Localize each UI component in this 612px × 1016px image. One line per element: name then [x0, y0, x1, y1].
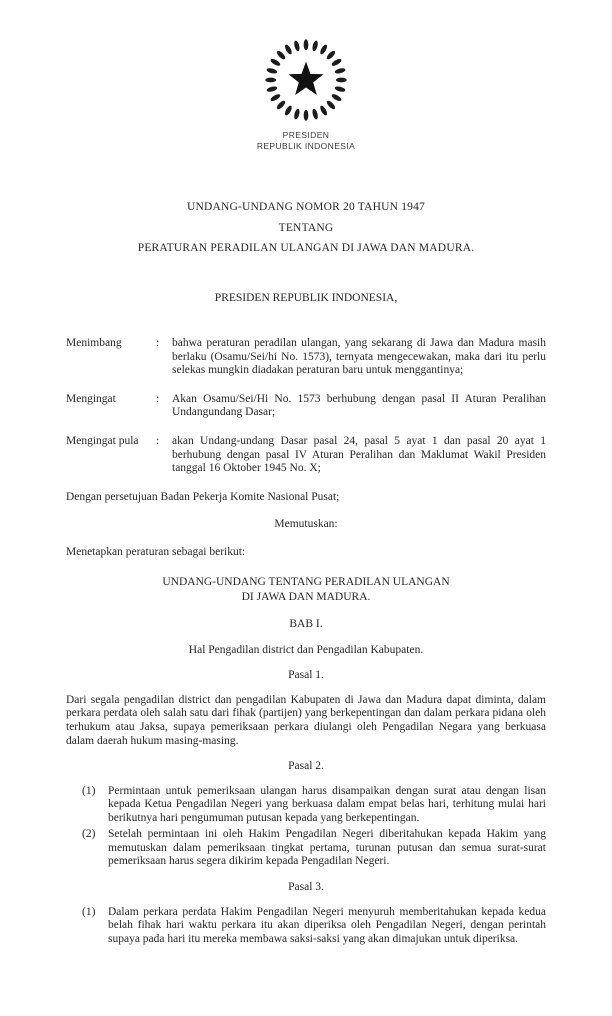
- article-heading-pasal-1: Pasal 1.: [288, 669, 324, 682]
- article-heading-pasal-3: Pasal 3.: [288, 881, 324, 893]
- presidential-emblem-icon: [264, 38, 348, 122]
- article-heading-pasal-2: Pasal 2.: [288, 760, 324, 773]
- chapter-heading: BAB I.: [289, 618, 323, 631]
- paragraph-text: Dalam perkara perdata Hakim Pengadilan Negeri menyuruh memberitahukan kepada kedua belah fihak hari waktu perkara itu akan diperiksa oleh Pengadilan Negeri, dengan perintah supaya pada hari itu mereka membawa saksi-saksi yang akan dimajukan untuk diperiksa.: [108, 905, 546, 945]
- consideration-label: Mengingat: [66, 392, 116, 405]
- consideration-row-mengingat-pula: [66, 435, 546, 476]
- numbered-paragraph: [66, 785, 546, 826]
- article-pasal-2-items: [66, 785, 546, 869]
- enacting-text: Menetapkan peraturan sebagai berikut:: [66, 545, 246, 558]
- paragraph-number: (1): [82, 784, 96, 797]
- paragraph-number: (2): [82, 828, 96, 841]
- paragraph-text: Permintaan untuk pemeriksaan ulangan harus disampaikan dengan surat atau dengan lisan kepada Ketua Pengadilan Negeri yang berkuasa dalam empat belas hari, terhitung mulai hari berikutnya hari pengumuman putusan kepada yang berkepentingan.: [108, 784, 546, 824]
- chapter-subtitle: Hal Pengadilan district dan Pengadilan Kabupaten.: [188, 643, 424, 656]
- consideration-colon: :: [156, 435, 160, 447]
- act-title-line2: DI JAWA DAN MADURA.: [241, 590, 371, 603]
- letterhead: [66, 38, 546, 153]
- paragraph-text: Setelah permintaan ini oleh Hakim Pengadilan Negeri diberitahukan kepada Hakim yang memutuskan dalam pemeriksaan tingkat pertama, turunan putusan dan semua surat-surat pemeriksaan harus segera dikirim kepada Pengadilan Negeri.: [108, 828, 546, 868]
- consideration-label: Menimbang: [66, 337, 122, 350]
- consideration-row-mengingat: [66, 393, 546, 420]
- numbered-paragraph: [66, 906, 546, 947]
- law-subject-title: PERATURAN PERADILAN ULANGAN DI JAWA DAN MADURA.: [137, 242, 475, 255]
- consideration-text: akan Undang-undang Dasar pasal 24, pasal 5 ayat 1 dan pasal 20 ayat 1 berhubung dengan pasal IV Aturan Peralihan dan Maklumat Wakil Presiden tanggal 16 Oktober 1945 No. X;: [172, 435, 546, 475]
- article-pasal-3-items: [66, 906, 546, 947]
- law-title-block: [66, 201, 546, 256]
- consideration-label: Mengingat pula: [66, 435, 139, 447]
- act-title-line1: UNDANG-UNDANG TENTANG PERADILAN ULANGAN: [162, 576, 450, 589]
- consideration-row-menimbang: [66, 337, 546, 378]
- act-title: [66, 575, 546, 604]
- article-pasal-1-text: Dari segala pengadilan district dan pengadilan Kabupaten di Jawa dan Madura dapat diminta, dalam perkara perdata oleh salah satu dari fihak (partijen) yang berkepentingan dan dalam perkara pidana oleh terhukum atau Jaksa, supaya pemeriksaan perkara diulangi oleh Pengadilan Negara yang berkuasa dalam daerah hukum masing-masing.: [66, 693, 546, 747]
- law-number-title: UNDANG-UNDANG NOMOR 20 TAHUN 1947: [186, 200, 425, 213]
- decision-heading: Memutuskan:: [274, 518, 338, 531]
- paragraph-number: (1): [82, 905, 96, 918]
- consideration-text: Akan Osamu/Sei/Hi No. 1573 berhubung dengan pasal II Aturan Peralihan Undangundang Dasar;: [172, 392, 546, 419]
- consideration-text: bahwa peraturan peradilan ulangan, yang sekarang di Jawa dan Madura masih berlaku (Osamu/Sei/hi No. 1573), ternyata mengecewakan, maka dari itu perlu selekas mungkin diadakan peraturan baru untuk menggantinya;: [172, 337, 546, 377]
- letterhead-presiden: PRESIDEN: [282, 130, 330, 140]
- numbered-paragraph: [66, 828, 546, 869]
- star-icon: [288, 62, 323, 95]
- consideration-colon: :: [156, 392, 160, 405]
- law-tentang-label: TENTANG: [278, 221, 334, 234]
- agreement-text: Dengan persetujuan Badan Pekerja Komite Nasional Pusat;: [66, 490, 340, 503]
- letterhead-republik-indonesia: REPUBLIK INDONESIA: [256, 141, 356, 152]
- consideration-colon: :: [156, 337, 160, 350]
- preamble-opening: PRESIDEN REPUBLIK INDONESIA,: [214, 291, 398, 304]
